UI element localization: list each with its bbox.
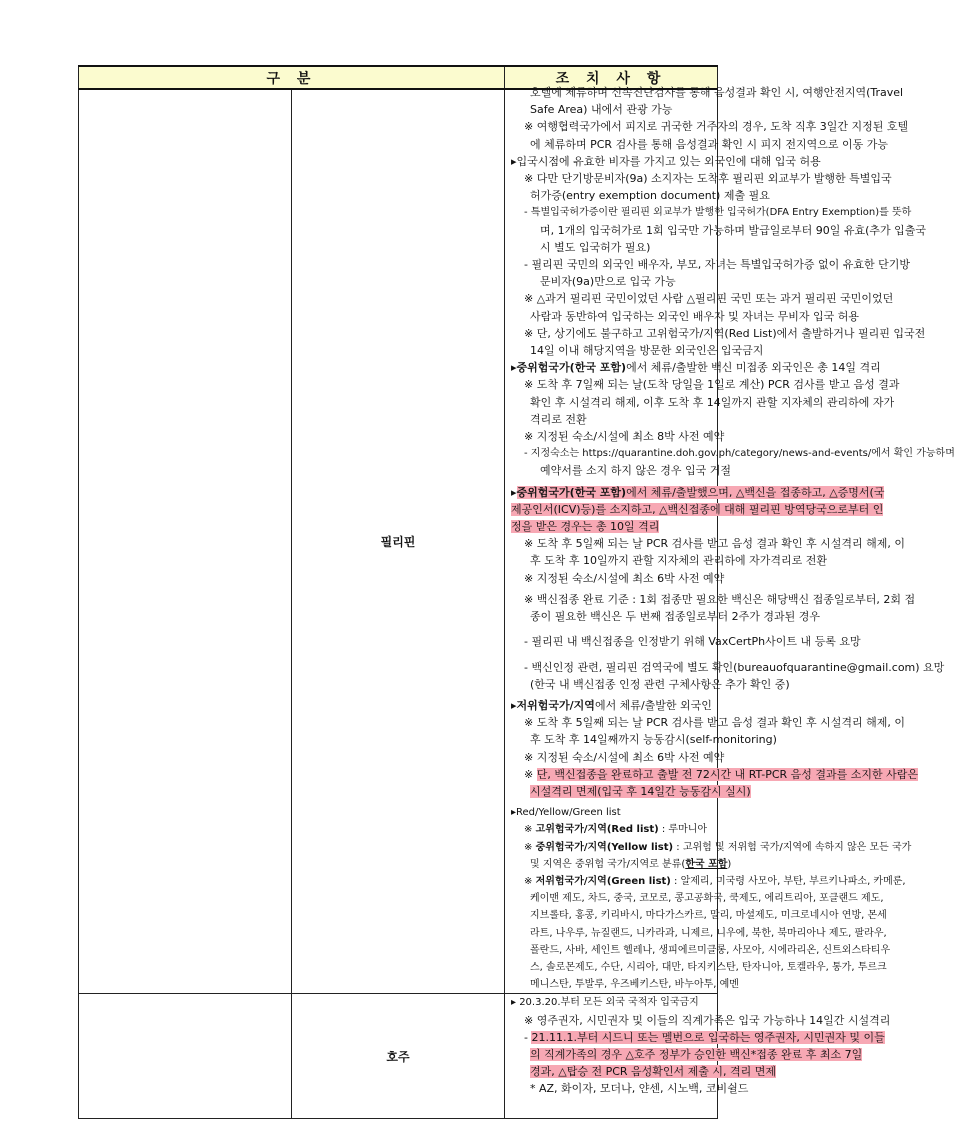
header-category: 구 분 [79, 66, 505, 89]
text-line: - 지정숙소는 https://quarantine.doh.gov.ph/category/news-and-events/에서 확인 가능하며 [524, 448, 955, 460]
text-line: 케이맨 제도, 차드, 중국, 코모로, 콩고공화국, 쿡제도, 에리트리아, 포클랜드 제도, [530, 893, 884, 905]
text-line: 후 도착 후 14일째까지 능동감시(self-monitoring) [530, 733, 777, 747]
highlight: 시설격리 면제(입국 후 14일간 능동감시 실시) [530, 784, 751, 798]
text-line: Safe Area) 내에서 관광 가능 [530, 103, 673, 117]
country-philippines: 필리핀 [292, 89, 505, 994]
text-line: ▸ 20.3.20.부터 모든 외국 국적자 입국금지 [511, 997, 699, 1009]
text-line: - 필리핀 국민의 외국인 배우자, 부모, 자녀는 특별입국허가증 없이 유효한 단기방 [524, 258, 910, 272]
text-line: 후 도착 후 10일까지 관할 지자체의 관리하에 자가격리로 전환 [530, 554, 827, 568]
text-line: ※ 백신접종 완료 기준 : 1회 접종만 필요한 백신은 해당백신 접종일로부터, 2회 접 [524, 592, 916, 606]
highlight: 21.11.1.부터 시드니 또는 멜번으로 입국하는 영주권자, 시민권자 및 이들 [531, 1030, 885, 1044]
text-line: ▸Red/Yellow/Green list [511, 807, 621, 819]
text-line: 시 별도 입국허가 필요) [540, 240, 651, 254]
text-line: ※ 영주권자, 시민권자 및 이들의 직계가족은 입국 가능하나 14일간 시설격리 [524, 1013, 891, 1027]
measures-australia [505, 994, 891, 1119]
text-line [511, 1063, 777, 1080]
text-line: - 필리핀 내 백신접종을 인정받기 위해 VaxCertPh사이트 내 등록 요망 [524, 635, 861, 649]
text-line: ▸저위험국가/지역에서 체류/출발한 외국인 [511, 698, 712, 712]
measures-table [78, 65, 955, 1119]
text-line: ※ 저위험국가/지역(Green list) : 알제리, 미국령 사모아, 부탄, 부르키나파소, 카메룬, [524, 875, 906, 887]
text-line: 문비자(9a)만으로 입국 가능 [540, 275, 676, 289]
text-line: - 백신인정 관련, 필리핀 검역국에 별도 확인(bureauofquarantine@gmail.com) 요망 [524, 660, 945, 674]
text-line: 에 체류하며 PCR 검사를 통해 음성결과 확인 시 피지 전지역으로 이동 가능 [530, 137, 888, 151]
text-line: 스, 솔로몬제도, 수단, 시리아, 대만, 타지키스탄, 탄자니아, 토켈라우, 통가, 투르크 [530, 961, 887, 973]
text-line: ※ 다만 단기방문비자(9a) 소지자는 도착후 필리핀 외교부가 발행한 특별입국 [524, 172, 892, 186]
text-line: 14일 이내 해당지역을 방문한 외국인은 입국금지 [530, 344, 764, 358]
highlight: 경과, △탑승 전 PCR 음성확인서 제출 시, 격리 면제 [530, 1065, 777, 1079]
text-line: ※ 도착 후 5일째 되는 날 PCR 검사를 받고 음성 결과 확인 후 시설격리 해제, 이 [524, 716, 906, 730]
text-line: ※ 지정된 숙소/시설에 최소 6박 사전 예약 [524, 571, 725, 585]
text-line: ※ 단, 상기에도 불구하고 고위험국가/지역(Red List)에서 출발하거나 필리핀 입국전 [524, 326, 926, 340]
header-measures: 조 치 사 항 [505, 66, 718, 89]
text-line: 예약서를 소지 하지 않은 경우 입국 거절 [540, 464, 731, 478]
country-australia: 호주 [292, 994, 505, 1119]
text-line: 및 지역은 중위험 국가/지역로 분류(한국 포함) [530, 858, 732, 870]
text-line: 라트, 나우루, 뉴질랜드, 니카라과, 니제르, 니우에, 북한, 북마리아나 제도, 팔라우, [530, 927, 887, 939]
text-line: 며, 1개의 입국허가로 1회 입국만 가능하며 발급일로부터 90일 유효(추가 입출국 [540, 223, 927, 237]
text-line: 종이 필요한 백신은 두 번째 접종일로부터 2주가 경과된 경우 [530, 610, 820, 624]
text-line: ▸입국시점에 유효한 비자를 가지고 있는 외국인에 대해 입국 허용 [511, 154, 821, 168]
risk-mid-label: 중위험국가(한국 포함) [516, 361, 627, 375]
text-line: 폴란드, 사바, 세인트 헬레나, 생피에르미클롱, 사모아, 시에라리온, 신트외스타티우 [530, 944, 891, 956]
text-line: ※ 고위험국가/지역(Red list) : 루마니아 [524, 824, 708, 836]
text-line: 격리로 전환 [530, 412, 587, 426]
text-line: ▸중위험국가(한국 포함)에서 체류/출발했으며, △백신을 접종하고, △증명서(국 [511, 485, 885, 499]
text-line: 사람과 동반하여 입국하는 외국인 배우자 및 자녀는 무비자 입국 허용 [530, 309, 859, 323]
text-line: 호텔에 체류하며 신속진단검사를 통해 음성결과 확인 시, 여행안전지역(Travel [530, 86, 904, 99]
text-line: 지브롤타, 홍콩, 키리바시, 마다가스카르, 말리, 마셜제도, 미크로네시아 연방, 몬세 [530, 910, 887, 922]
text-line: ※ 도착 후 7일째 되는 날(도착 당일을 1일로 계산) PCR 검사를 받고 음성 결과 [524, 378, 900, 392]
text-line: ※ 단, 백신접종을 완료하고 출발 전 72시간 내 RT-PCR 음성 결과를 소지한 사람은 [524, 767, 919, 781]
row-australia [79, 994, 718, 1119]
text-line: ※ △과거 필리핀 국민이었던 사람 △필리핀 국민 또는 과거 필리핀 국민이었던 [524, 292, 894, 306]
text-line: ※ 지정된 숙소/시설에 최소 8박 사전 예약 [524, 430, 725, 444]
highlight: 정을 받은 경우는 총 10일 격리 [511, 520, 660, 534]
text-line: 메니스탄, 투발루, 우즈베키스탄, 바누아투, 예멘 [530, 979, 739, 991]
text-line: ※ 여행협력국가에서 피지로 귀국한 거주자의 경우, 도착 직후 3일간 지정된 호텔 [524, 120, 909, 134]
risk-low-label: 저위험국가/지역 [516, 698, 595, 712]
text-line [511, 518, 711, 535]
text-line [511, 1046, 863, 1063]
text-line: (한국 내 백신접종 인정 관련 구체사항은 추가 확인 중) [530, 677, 790, 691]
text-line: * AZ, 화이자, 모더나, 얀센, 시노백, 코비쉴드 [530, 1082, 749, 1096]
highlight: 의 직계가족의 경우 △호주 정부가 승인한 백신*접종 완료 후 최소 7일 [530, 1047, 863, 1061]
text-line: ▸중위험국가(한국 포함)에서 체류/출발한 백신 미접종 외국인은 총 14일 격리 [511, 361, 881, 375]
measures-philippines [505, 86, 955, 994]
text-line: 허가증(entry exemption document) 제출 필요 [530, 189, 770, 203]
text-line [511, 501, 884, 518]
document-page [78, 65, 955, 1119]
text-line: ※ 중위험국가/지역(Yellow list) : 고위험 및 저위험 국가/지역에 속하지 않은 모든 국가 [524, 841, 912, 853]
highlight: 중위험국가(한국 포함)에서 체류/출발했으며, △백신을 접종하고, △증명서(국 [516, 485, 885, 499]
highlight: 제공인서(ICV)등)를 소지하고, △백신접종에 대해 필리핀 방역당국으로부터 인 [511, 502, 884, 516]
text-line [511, 783, 751, 800]
text-line: - 특별입국허가증이란 필리핀 외교부가 발행한 입국허가(DFA Entry Exemption)를 뜻하 [524, 207, 912, 219]
text-line: ※ 도착 후 5일째 되는 날 PCR 검사를 받고 음성 결과 확인 후 시설격리 해제, 이 [524, 537, 906, 551]
text-line: ※ 지정된 숙소/시설에 최소 6박 사전 예약 [524, 750, 725, 764]
blank-cell [79, 994, 292, 1119]
blank-cell [79, 89, 292, 994]
text-line: - 21.11.1.부터 시드니 또는 멜번으로 입국하는 영주권자, 시민권자 및 이들 [524, 1030, 885, 1044]
text-line: 확인 후 시설격리 해제, 이후 도착 후 14일까지 관할 지자체의 관리하에 자가 [530, 395, 895, 409]
highlight: 단, 백신접종을 완료하고 출발 전 72시간 내 RT-PCR 음성 결과를 소지한 사람은 [536, 767, 919, 781]
row-philippines [79, 89, 718, 994]
